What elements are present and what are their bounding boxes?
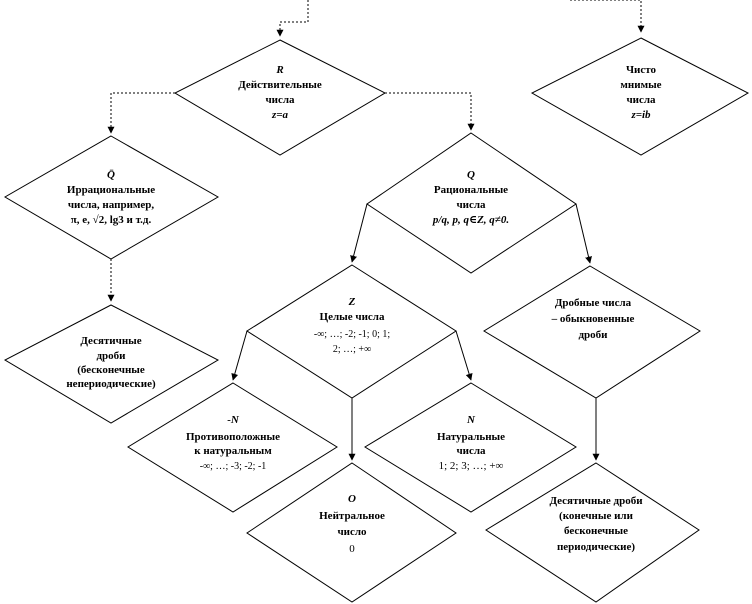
complex-line1: Чисто bbox=[625, 64, 657, 76]
naturals-line3: 1; 2; 3; …; +∞ bbox=[438, 460, 504, 472]
integers-line3: 2; …; +∞ bbox=[332, 344, 372, 355]
connector-integers-naturals bbox=[456, 331, 471, 380]
rational-line1: Рациональные bbox=[433, 184, 509, 196]
fractions-line2: – обыкновенные bbox=[551, 313, 635, 325]
rational-symbol: Q bbox=[467, 169, 475, 181]
connector-integers-negatives bbox=[233, 331, 247, 380]
complex-formula: z=ib bbox=[631, 109, 651, 121]
integers-symbol: Z bbox=[348, 296, 356, 308]
connector-real-irrational bbox=[111, 93, 175, 133]
complex-line3: числа bbox=[626, 94, 656, 106]
negatives-line3: -∞; …; -3; -2; -1 bbox=[199, 461, 267, 472]
fractions-line1: Дробные числа bbox=[554, 297, 632, 309]
zero-symbol: O bbox=[348, 493, 356, 505]
irrational-line3: π, e, √2, lg3 и т.д. bbox=[70, 214, 152, 226]
rational-decimal-line1: Десятичные дроби bbox=[549, 495, 643, 507]
rational-decimal-line4: периодические) bbox=[556, 541, 636, 553]
rational-decimal-line3: бесконечные bbox=[564, 525, 628, 537]
connector-top-right bbox=[570, 0, 641, 32]
connectors bbox=[111, 0, 641, 460]
real-symbol: R bbox=[276, 64, 284, 76]
real-line2: числа bbox=[265, 94, 295, 106]
connector-rational-integers bbox=[352, 204, 367, 262]
zero-line3: 0 bbox=[349, 543, 355, 555]
irrational-line1: Иррациональные bbox=[66, 184, 156, 196]
zero-line1: Нейтральное bbox=[319, 510, 385, 522]
negatives-line2: к натуральным bbox=[194, 445, 272, 457]
fractions-line3: дроби bbox=[578, 329, 608, 341]
rational-formula: p/q, p, q∈Z, q≠0. bbox=[432, 214, 510, 226]
naturals-line2: числа bbox=[456, 445, 486, 457]
irrational-diamond bbox=[5, 136, 218, 259]
real-line1: Действительные bbox=[238, 79, 322, 91]
integers-line1: Целые числа bbox=[319, 311, 385, 323]
irrational-decimal-line3: (бесконечные bbox=[77, 364, 145, 376]
naturals-symbol: N bbox=[467, 414, 475, 426]
irrational-decimal-line1: Десятичные bbox=[80, 335, 142, 347]
complex-line2: мнимые bbox=[620, 79, 662, 91]
rational-line2: числа bbox=[456, 199, 486, 211]
connector-real-rational bbox=[385, 93, 471, 130]
negatives-line1: Противоположные bbox=[185, 431, 281, 443]
negatives-symbol: -N bbox=[227, 414, 239, 426]
connector-rational-fractions bbox=[576, 204, 590, 263]
zero-line2: число bbox=[337, 526, 367, 538]
irrational-line2: числа, например, bbox=[67, 199, 155, 211]
irrational-decimal-line2: дроби bbox=[96, 350, 126, 362]
real-formula: z=a bbox=[271, 109, 289, 121]
connector-top-left bbox=[280, 0, 308, 36]
rational-decimal-line2: (конечные или bbox=[559, 510, 633, 522]
integers-line2: -∞; …; -2; -1; 0; 1; bbox=[313, 329, 391, 340]
irrational-decimal-line4: непериодические) bbox=[66, 378, 156, 390]
irrational-symbol: Q̄ bbox=[107, 169, 115, 181]
naturals-line1: Натуральные bbox=[436, 431, 506, 443]
